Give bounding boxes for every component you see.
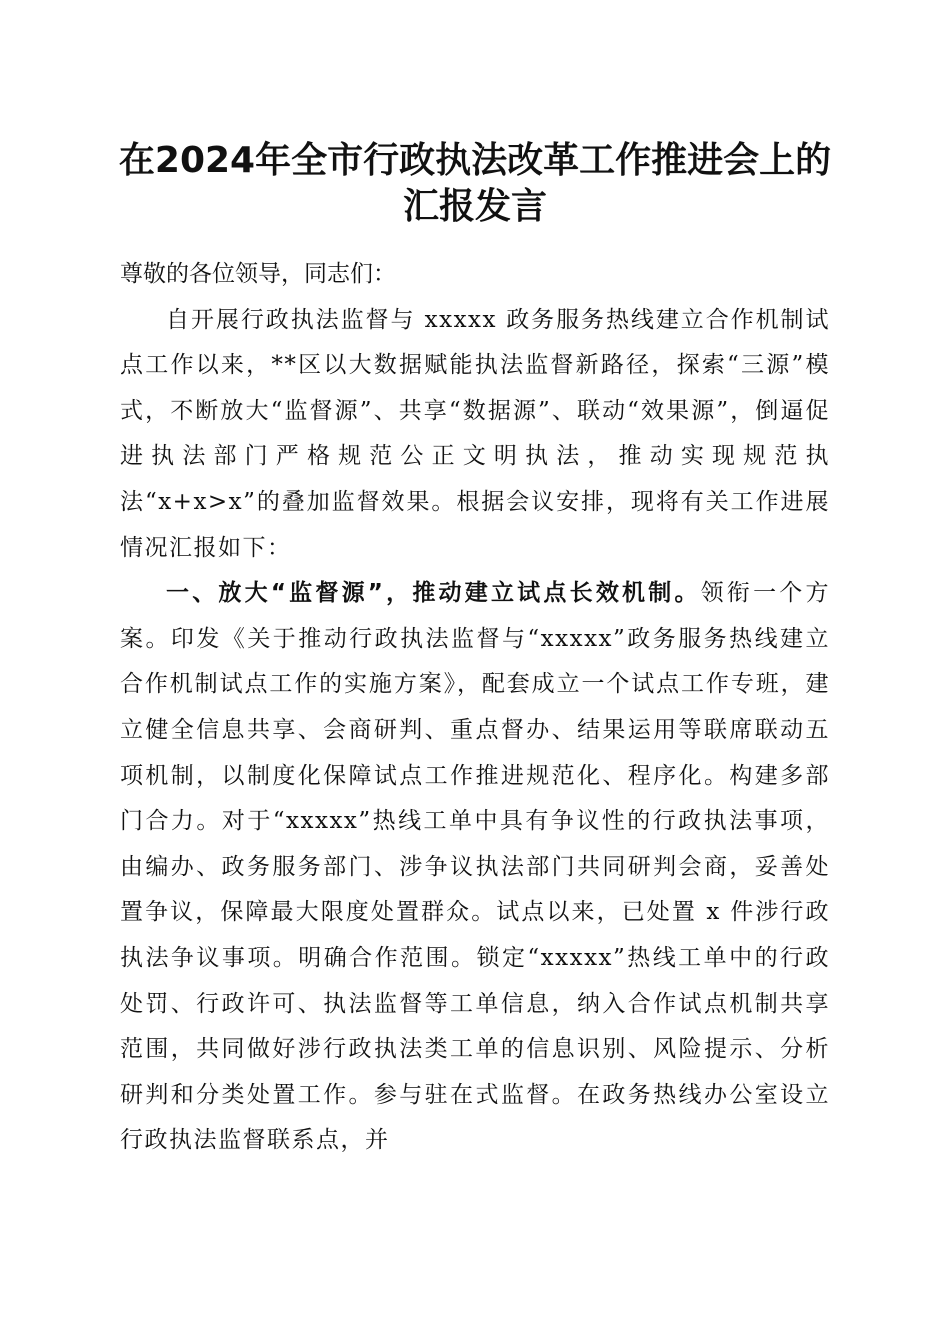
intro-paragraph: 自开展行政执法监督与 xxxxx 政务服务热线建立合作机制试点工作以来，**区以大数据赋能执法监督新路径，探索“三源”模式，不断放大“监督源”、共享“数据源”、联动“效果源”，倒逼促进执法部门严格规范公正文明执法，推动实现规范执法“x+x>x”的叠加监督效果。根据会议安排，现将有关工作进展情况汇报如下： xyxy=(120,306,830,561)
section-1-heading: 一、放大“监督源”，推动建立试点长效机制。 xyxy=(166,580,701,607)
document-body xyxy=(120,252,830,1164)
title-line-1: 在2024年全市行政执法改革工作推进会上的 xyxy=(118,140,832,181)
section-1-body: 领衔一个方案。印发《关于推动行政执法监督与“xxxxx”政务服务热线建立合作机制试点工作的实施方案》，配套成立一个试点工作专班，建立健全信息共享、会商研判、重点督办、结果运用等联席联动五项机制，以制度化保障试点工作推进规范化、程序化。构建多部门合力。对于“xxxxx”热线工单中具有争议性的行政执法事项，由编办、政务服务部门、涉争议执法部门共同研判会商，妥善处置争议，保障最大限度处置群众。试点以来，已处置 x 件涉行政执法争议事项。明确合作范围。锁定“xxxxx”热线工单中的行政处罚、行政许可、执法监督等工单信息，纳入合作试点机制共享范围，共同做好涉行政执法类工单的信息识别、风险提示、分析研判和分类处置工作。参与驻在式监督。在政务热线办公室设立行政执法监督联系点，并 xyxy=(120,580,830,1154)
title-line-2: 汇报发言 xyxy=(402,186,547,227)
section-1-paragraph xyxy=(120,571,830,1164)
salutation: 尊敬的各位领导，同志们： xyxy=(120,261,396,287)
document-title xyxy=(100,138,850,230)
